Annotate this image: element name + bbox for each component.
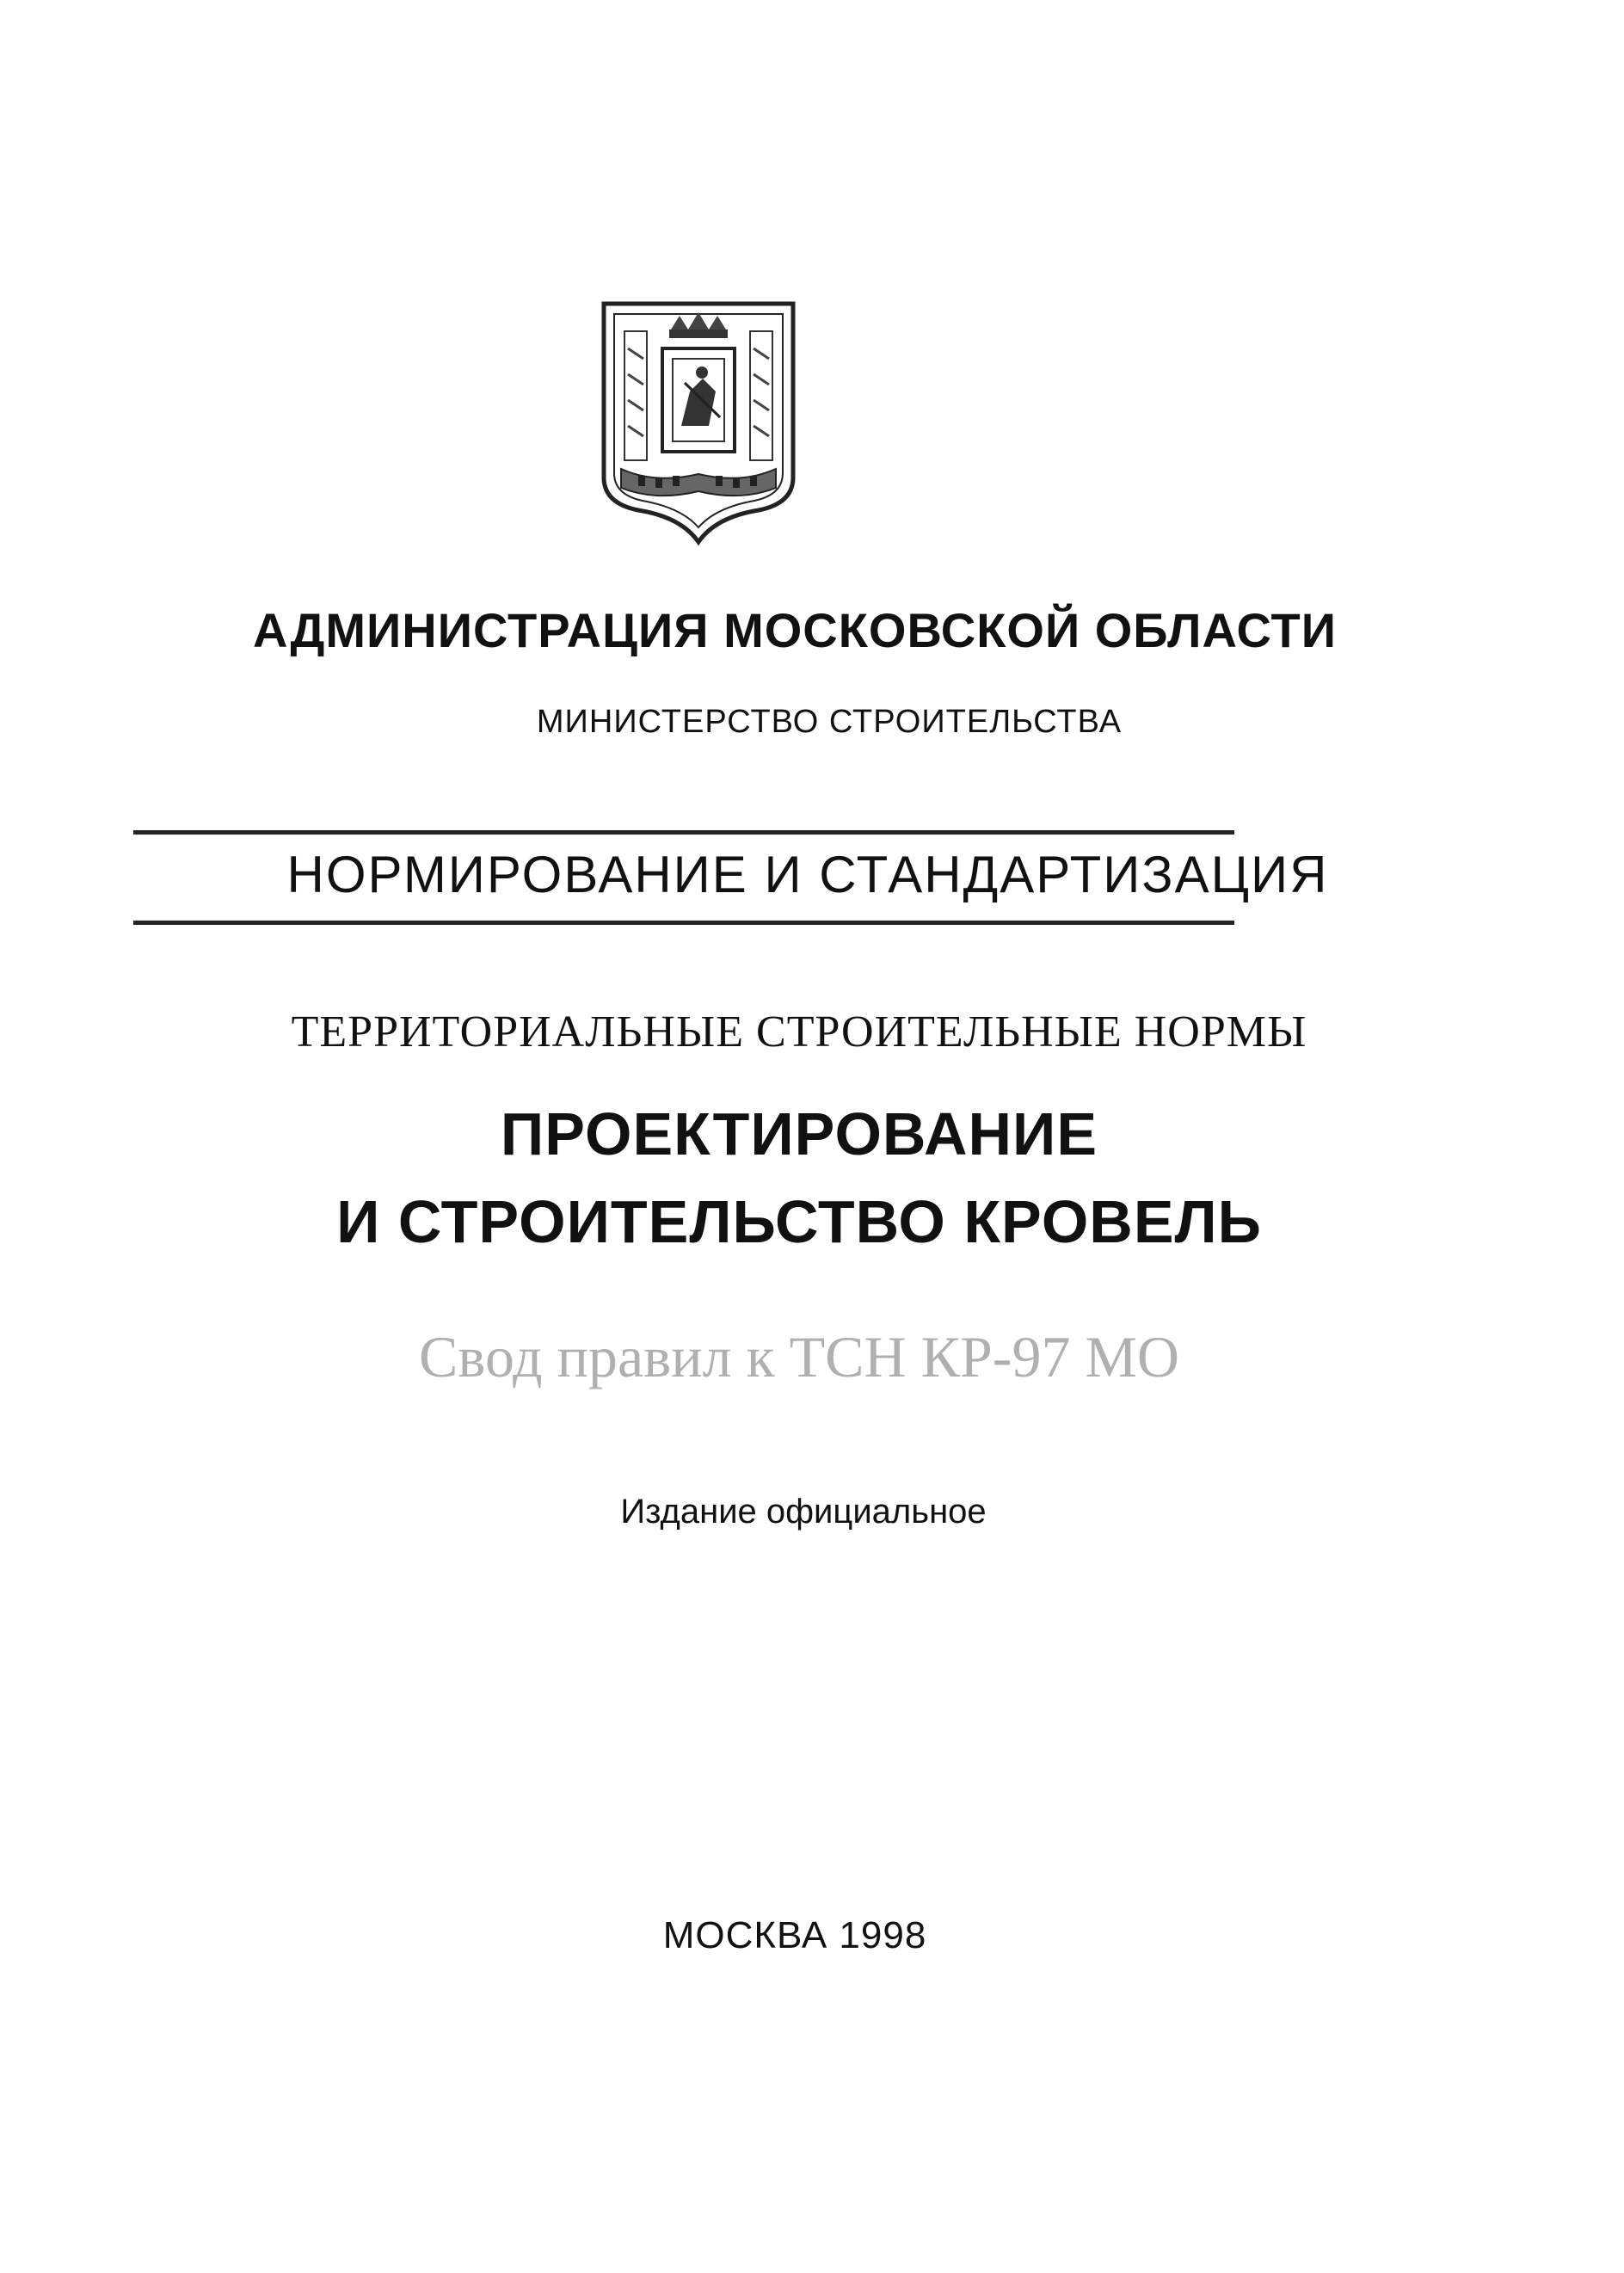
administration-name: АДМИНИСТРАЦИЯ МОСКОВСКОЙ ОБЛАСТИ <box>252 603 1338 657</box>
publication-city-year: МОСКВА 1998 <box>662 1914 927 1956</box>
document-type: ТЕРРИТОРИАЛЬНЫЕ СТРОИТЕЛЬНЫЕ НОРМЫ <box>291 1007 1307 1056</box>
ministry-name: МИНИСТЕРСТВО СТРОИТЕЛЬСТВА <box>536 704 1123 740</box>
coat-of-arms-icon <box>595 297 802 546</box>
series-rule-top <box>133 830 1234 835</box>
document-subtitle: Свод правил к ТСН КР-97 МО <box>418 1324 1180 1389</box>
document-title-line1: ПРОЕКТИРОВАНИЕ <box>500 1100 1098 1167</box>
series-title: НОРМИРОВАНИЕ И СТАНДАРТИЗАЦИЯ <box>286 846 1329 903</box>
edition-note: Издание официальное <box>620 1493 987 1531</box>
document-title-line2: И СТРОИТЕЛЬСТВО КРОВЕЛЬ <box>336 1188 1262 1255</box>
series-rule-bottom <box>133 921 1234 925</box>
